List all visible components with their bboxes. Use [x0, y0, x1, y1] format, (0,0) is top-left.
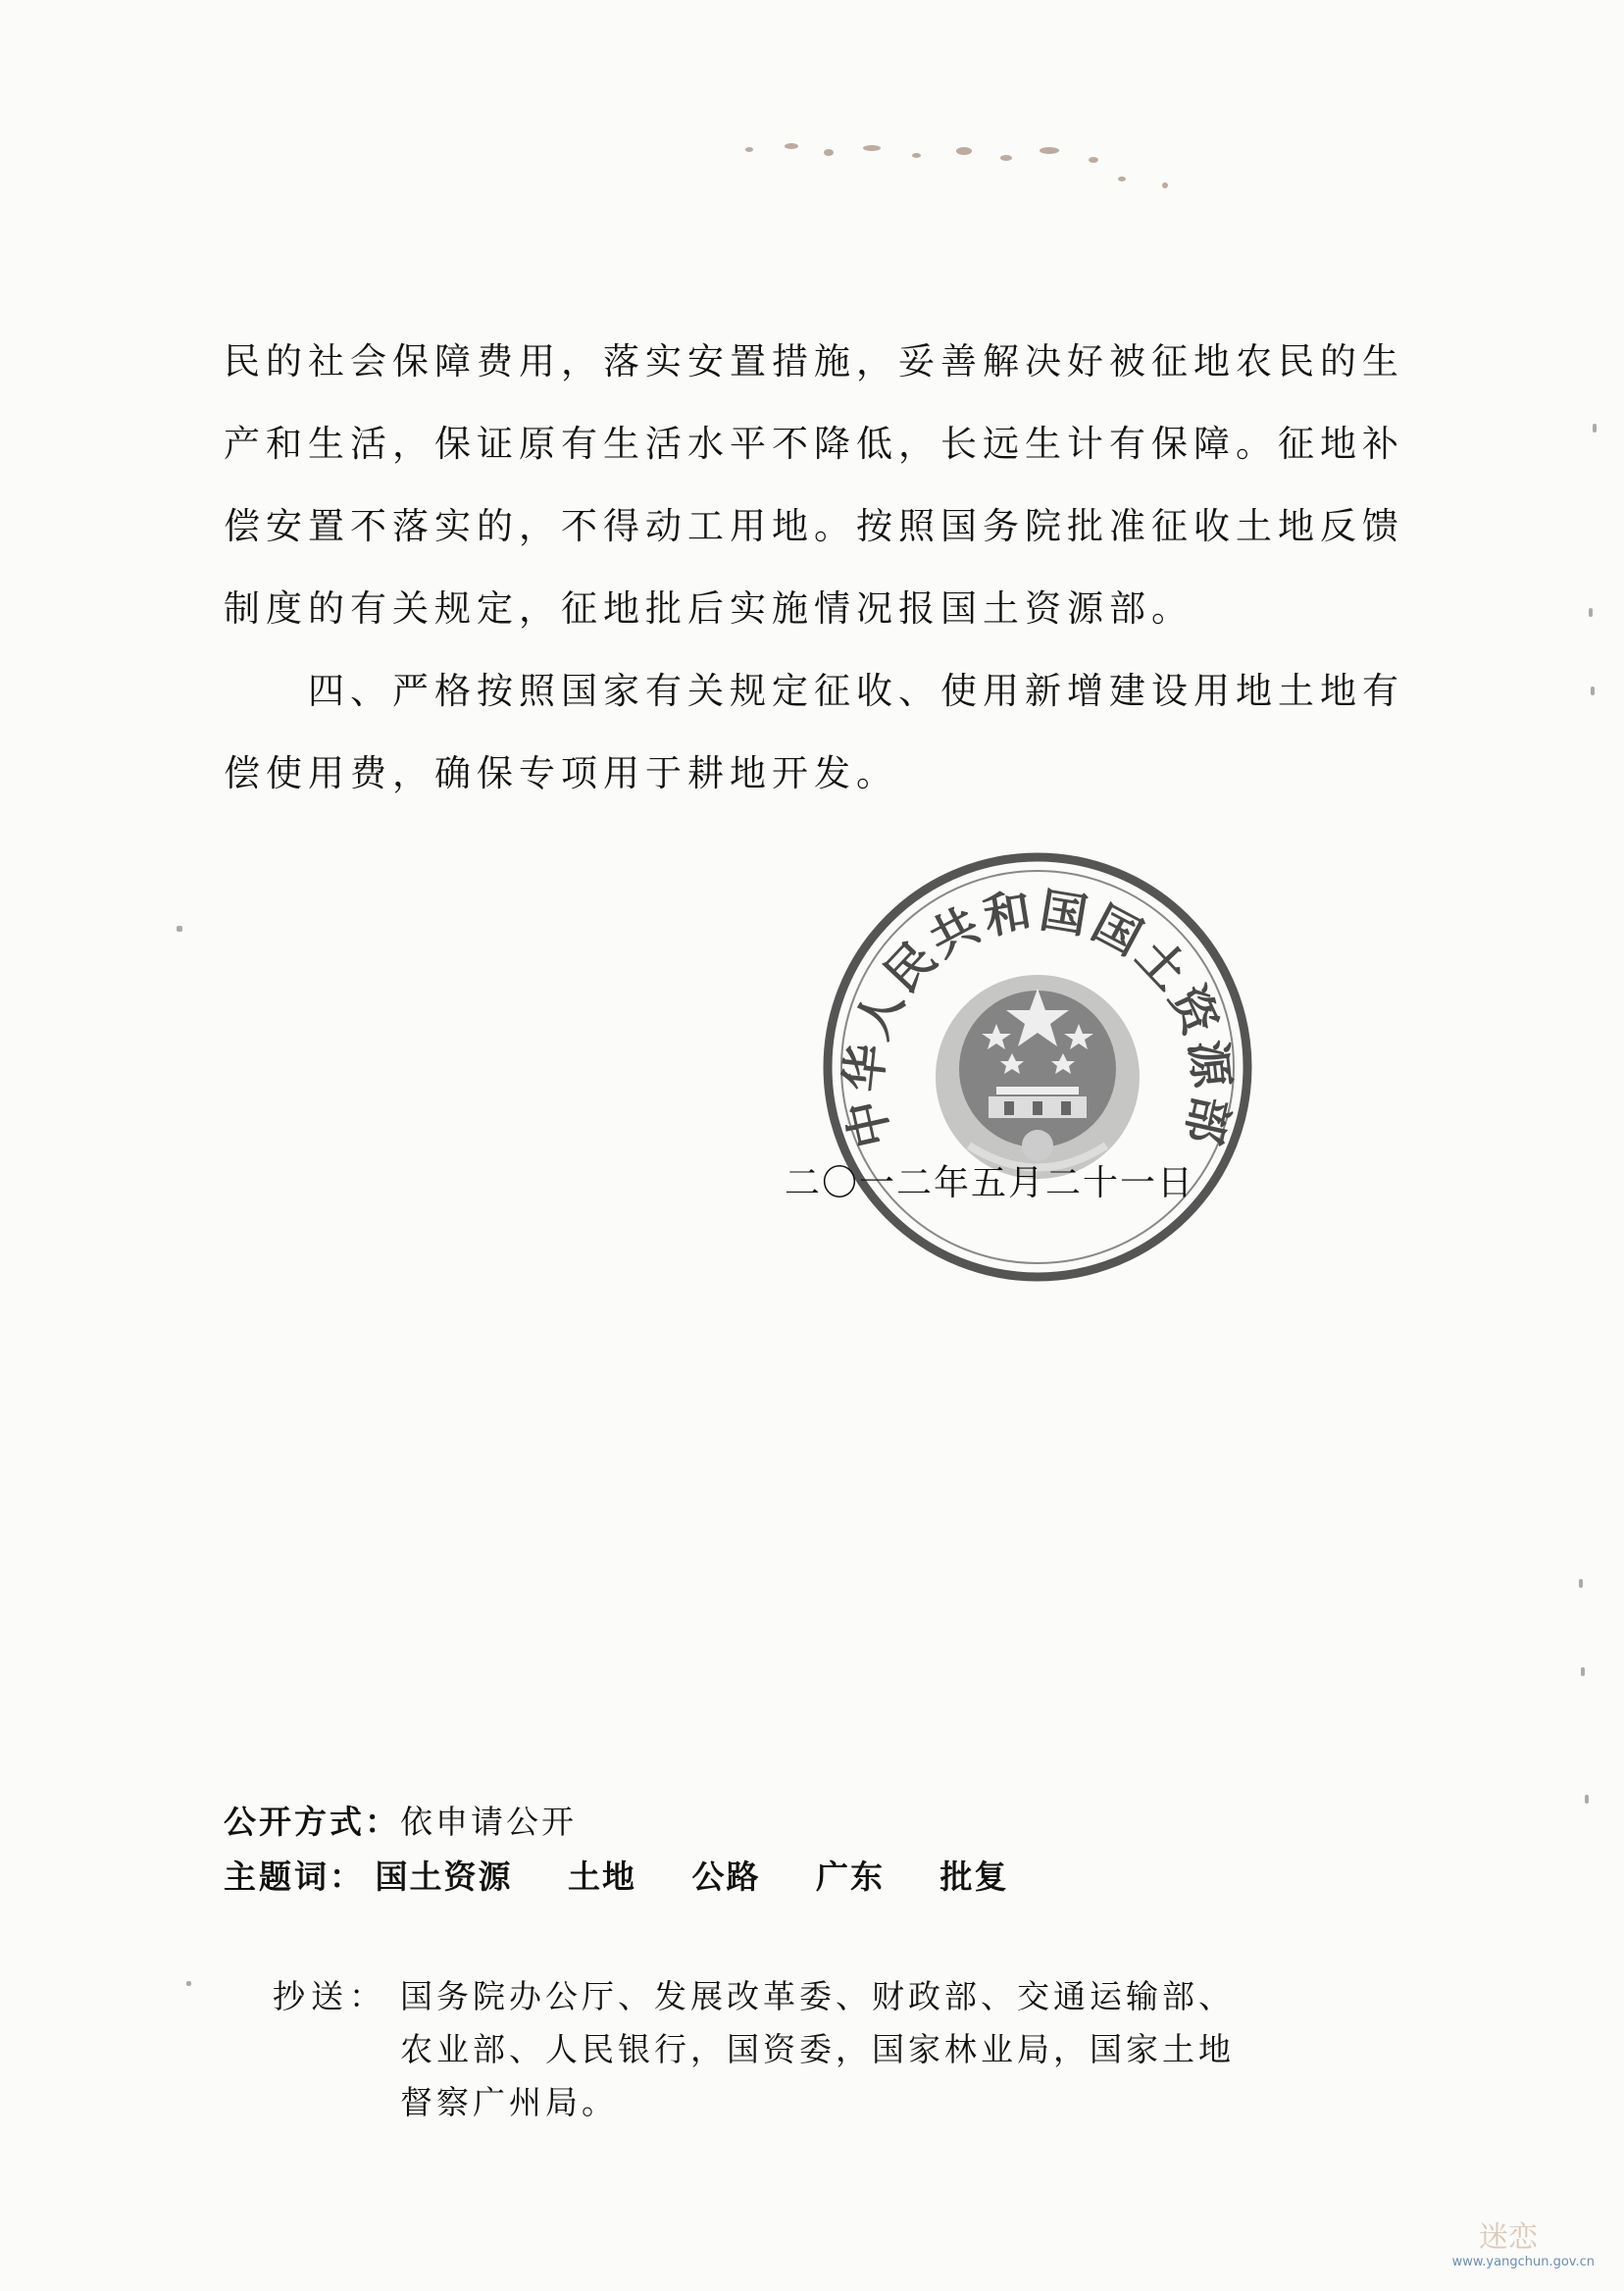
body-line-4: 制度的有关规定，征地批后实施情况报国土资源部。 [224, 587, 1193, 630]
cc-line-1: 国务院办公厅、发展改革委、财政部、交通运输部、 [400, 1977, 1235, 2015]
keyword: 广东 [816, 1858, 885, 1896]
body-line-3: 偿安置不落实的，不得动工用地。按照国务院批准征收土地反馈 [224, 505, 1404, 547]
keywords-row [224, 1852, 1054, 1898]
cc-line-3: 督察广州局。 [400, 2083, 618, 2121]
cc-line-2: 农业部、人民银行，国资委，国家林业局，国家土地 [400, 2030, 1235, 2068]
body-line-5: 四、严格按照国家有关规定征收、使用新增建设用地土地有 [224, 670, 1404, 712]
keyword: 批复 [939, 1858, 1009, 1896]
keyword: 国土资源 [375, 1858, 513, 1896]
body-line-2: 产和生活，保证原有生活水平不降低，长远生计有保障。征地补 [224, 423, 1404, 465]
watermark-logo: 迷恋 [1479, 2220, 1538, 2255]
seal-text: 中华人民共和国国土资源部 [836, 883, 1240, 1153]
keywords-label: 主题词： [224, 1858, 365, 1896]
body-line-6: 偿使用费，确保专项用于耕地开发。 [224, 752, 898, 794]
watermark-site: www.yangchun.gov.cn [1451, 2255, 1595, 2269]
official-seal [822, 851, 1253, 1283]
keyword: 土地 [568, 1858, 636, 1896]
national-emblem-icon [936, 975, 1140, 1179]
cc-label: 抄送： [273, 1977, 387, 2015]
signing-date: 二〇一二年五月二十一日 [785, 1163, 1195, 1203]
disclosure-label: 公开方式： [224, 1803, 400, 1841]
keyword: 公路 [691, 1858, 761, 1896]
disclosure-row [224, 1797, 577, 1843]
body-line-1: 民的社会保障费用，落实安置措施，妥善解决好被征地农民的生 [224, 340, 1404, 382]
disclosure-value: 依申请公开 [400, 1803, 577, 1841]
